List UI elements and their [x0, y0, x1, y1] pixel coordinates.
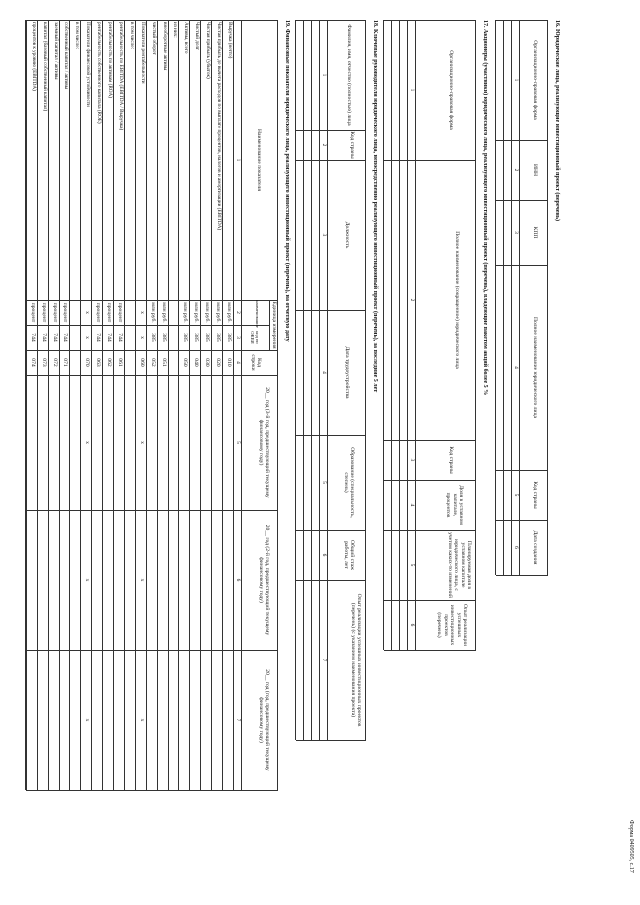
section-17-title: 17. Акционеры (участники) юридического лица, реализующего инвестиционный проект (перечень), владеющие пакетом акций более 5 %	[482, 20, 488, 396]
sec18-num: 3	[321, 233, 327, 237]
sec16-num: 3	[513, 231, 519, 234]
sec17-num: 6	[409, 623, 415, 627]
sec16-header-date: Дата создания	[532, 530, 538, 565]
rule	[303, 20, 304, 740]
table-cell-name: Чистый долг	[194, 22, 201, 51]
rule	[496, 520, 548, 521]
table-cell-name: рентабельность по EBITDA (EBITDA / Выручка)	[118, 22, 124, 131]
rule	[503, 20, 504, 575]
sec17-header-name: Полное наименование (сокращенное) юридического лица	[454, 231, 460, 369]
table-cell-okei: 385	[193, 333, 200, 342]
sec19-header-year-2: 20__ год (2-й год, предшествующий текущему финансовому году)	[257, 524, 270, 636]
table-row-rule	[91, 20, 92, 790]
rule	[547, 20, 548, 575]
rule	[241, 20, 242, 790]
table-cell-name: капитал (базовый собственный капитал)	[41, 22, 48, 112]
table-cell-unit: процент	[29, 302, 36, 323]
rule	[26, 790, 278, 791]
table-cell-unit: х	[138, 311, 145, 314]
table-cell-okei: 385	[182, 333, 189, 342]
sec17-header-form: Организационно-правовая форма	[448, 50, 454, 130]
rule	[327, 20, 328, 740]
table-cell-okei: 744	[117, 333, 123, 342]
table-cell-unit: процент	[117, 302, 123, 323]
rule	[391, 20, 392, 650]
table-cell-okei: 385	[215, 333, 222, 342]
rule	[496, 265, 548, 266]
table-cell-unit: млн руб.	[215, 302, 222, 323]
rule	[384, 480, 476, 481]
sec16-num: 2	[513, 168, 519, 172]
table-cell-code: 030	[204, 358, 211, 367]
table-cell-unit: млн руб.	[160, 302, 167, 323]
table-cell-name: Выручка (нетто)	[227, 22, 233, 59]
table-cell-code: 040	[193, 358, 200, 367]
sec16-num: 4	[513, 366, 519, 369]
rule	[277, 20, 278, 790]
table-cell-code: 072	[51, 358, 58, 367]
table-cell-okei: 744	[40, 333, 47, 342]
table-cell-okei: 744	[95, 333, 102, 342]
sec19-num: 5	[235, 441, 241, 444]
table-cell-okei: 744	[62, 333, 69, 342]
rule	[365, 20, 366, 740]
table-row-rule	[189, 20, 190, 790]
table-row-rule	[179, 20, 180, 790]
sec17-header-planned-share: Планируемая доля в уставном капитале юридического лица, с учетом каких-то изменений	[446, 532, 472, 598]
table-row-rule	[146, 20, 147, 790]
sec18-num: 1	[321, 73, 327, 77]
rule	[296, 530, 366, 531]
sec19-num: 4	[235, 361, 241, 364]
table-cell-okei: 385	[160, 333, 167, 342]
sec16-header-kpp: КПП	[532, 226, 538, 239]
table-cell-v1: х	[84, 441, 91, 444]
sec19-header-unit-okei: код по ОКЕИ	[249, 331, 260, 344]
rule	[384, 160, 476, 161]
sec19-header-year-3: 20__ год (3-й год, предшествующий текущему финансовому году)	[257, 387, 270, 498]
sec19-header-indicator: Наименование показателя	[256, 129, 262, 191]
table-cell-name: чистый оборот	[150, 22, 157, 55]
table-cell-name: рентабельность по активам (ROA)	[107, 22, 114, 98]
sec16-header-name: Полное наименование юридического лица	[532, 316, 538, 419]
table-row-rule	[102, 20, 103, 790]
table-cell-unit: процент	[106, 302, 113, 323]
table-cell-okei: 385	[226, 333, 232, 342]
sec16-num: 1	[513, 78, 519, 82]
sec18-num: 4	[321, 371, 327, 374]
rule	[475, 20, 476, 650]
table-cell-okei: 744	[106, 333, 113, 342]
table-cell-okei: 744	[51, 333, 58, 342]
table-cell-code: 010	[226, 358, 232, 367]
table-cell-code: 052	[149, 358, 156, 367]
rule	[296, 310, 366, 311]
table-row-rule	[59, 20, 60, 790]
table-cell-name: Показатели рентабельности	[139, 22, 146, 84]
table-cell-okei: х	[84, 336, 91, 339]
rule	[495, 20, 496, 575]
table-cell-name: рентабельность собственного капитала (ROE)	[96, 22, 103, 124]
table-cell-name: из них:	[172, 22, 179, 38]
sec19-header-code: Код строки	[249, 354, 262, 371]
sec17-num: 5	[409, 563, 415, 567]
table-cell-okei: 385	[149, 333, 156, 342]
rule	[311, 20, 312, 740]
section-16-title: 16. Юридические лица, реализующие инвестиционный проект (перечень)	[554, 20, 560, 222]
sec19-num: 2	[235, 311, 241, 314]
table-cell-okei: 744	[29, 333, 36, 342]
table-cell-unit: процент	[51, 302, 58, 323]
table-cell-code: 071	[62, 358, 69, 367]
sec17-header-share: Доля в уставном капитале, процентов	[445, 485, 464, 525]
table-row-rule	[200, 20, 201, 790]
table-row-rule	[124, 20, 125, 790]
rule	[296, 580, 366, 581]
rule	[496, 470, 548, 471]
table-cell-name: собственный капитал / активы	[63, 22, 70, 90]
sec18-header-education: Образование (специальность, степень)	[342, 447, 355, 518]
rule	[399, 20, 400, 650]
sec17-num: 3	[409, 458, 415, 462]
rule	[384, 650, 476, 651]
sec18-header-projects: Опыт реализации успешных инвестиционных проектов (перечень) (с указанием наименования проекта)	[349, 593, 362, 727]
table-cell-code: 050	[182, 358, 189, 367]
sec18-num: 7	[321, 658, 327, 662]
sec18-header-hire-date: Дата трудоустройства	[344, 346, 350, 399]
table-cell-code: 051	[160, 358, 167, 367]
table-row-rule	[80, 20, 81, 790]
table-row-rule	[222, 20, 223, 790]
table-cell-code: 020	[215, 358, 222, 367]
table-row-rule	[70, 20, 71, 790]
table-row-rule	[48, 20, 49, 790]
sec17-num: 2	[409, 298, 415, 302]
table-cell-code: 062	[106, 358, 113, 367]
table-row-rule	[113, 20, 114, 790]
sec17-header-country: Код страны	[448, 446, 454, 474]
table-cell-unit: млн руб.	[193, 302, 200, 323]
table-cell-unit: млн руб.	[182, 302, 189, 323]
table-cell-code: 061	[117, 358, 123, 367]
table-row-rule	[37, 20, 38, 790]
table-cell-unit: млн руб.	[226, 302, 232, 323]
sec16-header-inn: ИНН	[532, 163, 538, 177]
rule	[496, 20, 548, 21]
table-cell-okei: х	[138, 336, 145, 339]
table-row-rule	[168, 20, 169, 790]
rule	[496, 575, 548, 576]
section-19-title: 19. Финансовые показатели юридического лица, реализующего инвестиционный проект (перечень), на отчетную дату	[284, 20, 290, 342]
rule	[295, 20, 296, 740]
rule	[519, 20, 520, 575]
table-cell-v2: х	[84, 578, 91, 582]
table-cell-name: Чистая прибыль до вычета расходов по выплате процентов, налогов и амортизации (EBITDA)	[216, 22, 223, 231]
table-cell-name: заемный капитал / активы	[52, 22, 59, 80]
sec17-header-experience: Опыт реализации успешных инвестиционных проектов (перечень)	[436, 604, 468, 646]
form-code: Форма 0409505, с.17	[628, 820, 634, 873]
table-cell-name: Чистая прибыль (убыток)	[205, 22, 212, 79]
table-cell-unit: процент	[40, 302, 47, 323]
sec19-header-unit: Единица измерения	[271, 301, 277, 349]
table-cell-code: 070	[84, 358, 91, 367]
table-cell-code: 074	[29, 358, 36, 367]
table-cell-unit: процент	[62, 302, 69, 323]
table-cell-code: 063	[95, 358, 102, 367]
sec18-header-country: Код страны	[349, 131, 355, 159]
table-row-rule	[26, 20, 27, 790]
table-row-rule	[135, 20, 136, 790]
rule	[496, 140, 548, 141]
sec19-num: 3	[235, 336, 241, 339]
rule	[383, 20, 384, 650]
rule	[296, 160, 366, 161]
table-cell-name: в том числе:	[74, 22, 81, 50]
table-row-rule	[157, 20, 158, 790]
table-cell-code: 073	[40, 358, 47, 367]
rule	[415, 20, 416, 650]
table-cell-v3: х	[138, 718, 145, 722]
sec18-num: 5	[321, 481, 327, 484]
table-cell-code: 060	[138, 358, 145, 367]
table-row-rule	[211, 20, 212, 790]
sec16-num: 6	[513, 546, 519, 549]
table-cell-name: внеоборотные активы	[161, 22, 168, 71]
table-cell-unit: процент	[95, 302, 102, 323]
rule	[384, 530, 476, 531]
sec18-header-person: Фамилия, имя, отчество (полностью) лица	[346, 24, 352, 126]
table-cell-okei: 385	[204, 333, 211, 342]
sec19-num: 7	[235, 718, 241, 722]
table-cell-name: в том числе:	[128, 22, 135, 50]
table-cell-name: процентов к уровню (EBITDA)	[30, 22, 37, 91]
rule	[384, 20, 476, 21]
table-cell-name: Показатели финансовой устойчивости	[85, 22, 92, 107]
sec16-header-form: Организационно-правовая форма	[532, 40, 538, 120]
rule	[496, 200, 548, 201]
rule	[296, 435, 366, 436]
table-cell-v2: х	[138, 578, 145, 582]
rule	[296, 130, 366, 131]
sec19-header-unit-name: наименование	[255, 300, 260, 328]
sec18-header-experience-years: Общий стаж работы, лет	[342, 540, 355, 570]
sec18-num: 2	[321, 143, 327, 147]
rule	[384, 600, 476, 601]
sec17-num: 1	[409, 88, 415, 92]
table-cell-unit: х	[84, 311, 91, 314]
sec18-header-position: Должность	[344, 221, 350, 249]
section-18-title: 18. Ключевые руководители юридического лица, непосредственно реализующего инвестиционный проект (перечень), за последние 5 лет	[372, 20, 378, 393]
rule	[296, 740, 366, 741]
table-cell-name: Активы, всего	[183, 22, 190, 54]
table-cell-v1: х	[138, 441, 145, 444]
sec17-num: 4	[409, 503, 415, 507]
rule	[296, 20, 366, 21]
sec18-num: 6	[321, 553, 327, 557]
table-cell-v3: х	[84, 718, 91, 722]
sec19-num: 6	[235, 578, 241, 582]
table-cell-unit: млн руб.	[204, 302, 211, 323]
sec19-header-year-1: 20__ год (год, предшествующий текущему финансовому году)	[257, 669, 270, 771]
rule	[384, 440, 476, 441]
table-cell-unit: млн руб.	[149, 302, 156, 323]
sec16-num: 5	[513, 493, 519, 497]
sec16-header-country: Код страны	[532, 481, 538, 509]
sec19-num: 1	[235, 158, 241, 162]
